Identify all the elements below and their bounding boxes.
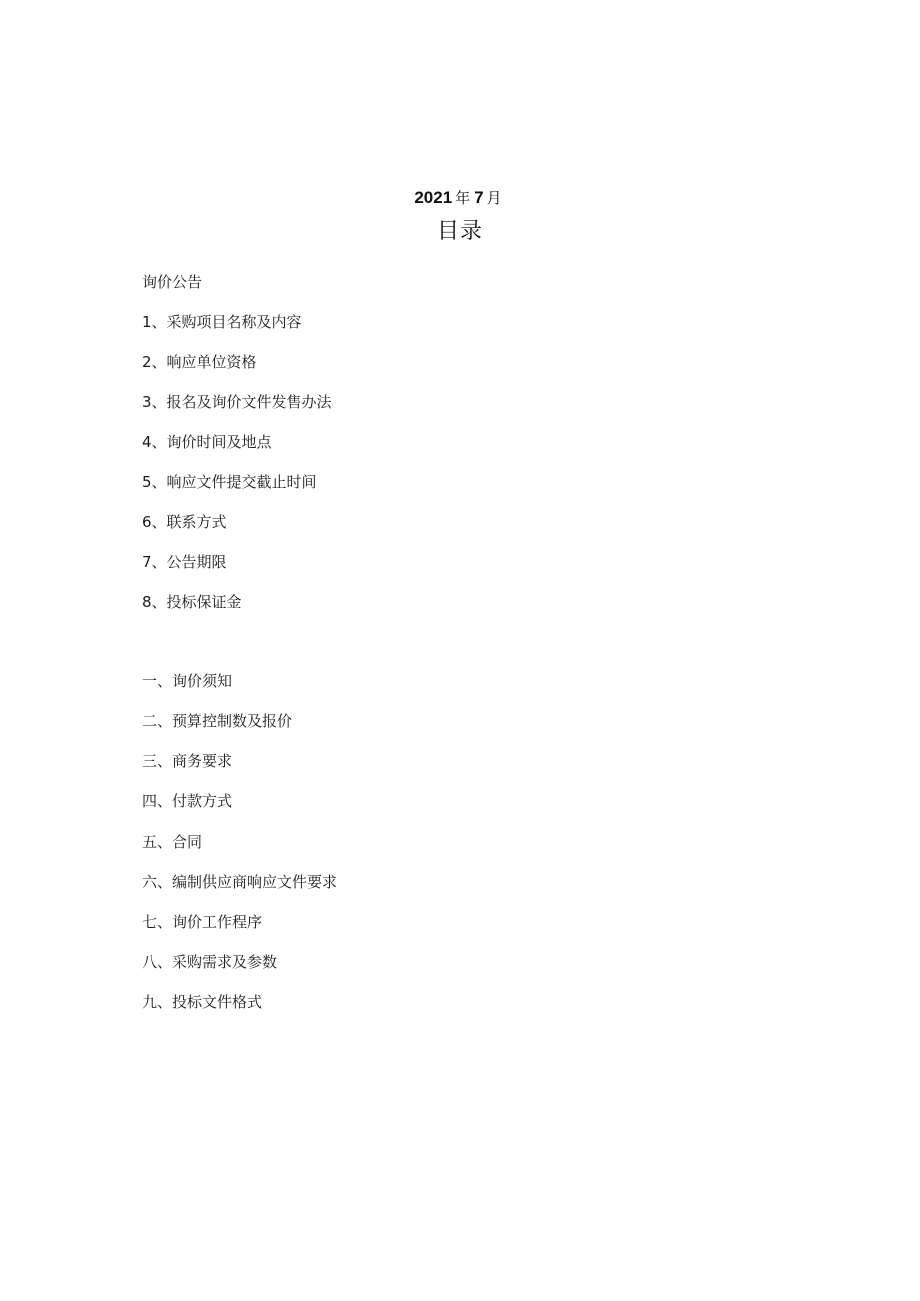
date-year: 2021 xyxy=(414,188,453,207)
toc-section-9: 九、投标文件格式 xyxy=(142,993,263,1011)
document-date xyxy=(0,186,920,210)
toc-section-3: 三、商务要求 xyxy=(142,752,233,770)
toc-item-announcement-4: 4、询价时间及地点 xyxy=(142,433,272,451)
toc-item-announcement-6: 6、联系方式 xyxy=(142,513,227,531)
toc-section-4: 四、付款方式 xyxy=(142,792,233,810)
toc-section-7: 七、询价工作程序 xyxy=(142,913,263,931)
toc-item-announcement-1: 1、采购项目名称及内容 xyxy=(142,313,302,331)
toc-title: 目录 xyxy=(436,219,483,244)
toc-item-announcement: 询价公告 xyxy=(142,273,203,291)
toc-item-announcement-2: 2、响应单位资格 xyxy=(142,353,257,371)
toc-item-announcement-5: 5、响应文件提交截止时间 xyxy=(142,473,317,491)
toc-item-announcement-3: 3、报名及询价文件发售办法 xyxy=(142,393,332,411)
date-month-unit: 月 xyxy=(486,189,502,207)
date-month: 7 xyxy=(474,188,484,207)
date-year-unit: 年 xyxy=(455,189,471,207)
toc-section-1: 一、询价须知 xyxy=(142,672,233,690)
toc-section-2: 二、预算控制数及报价 xyxy=(142,712,293,730)
toc-item-announcement-7: 7、公告期限 xyxy=(142,553,227,571)
toc-section-8: 八、采购需求及参数 xyxy=(142,953,278,971)
toc-item-announcement-8: 8、投标保证金 xyxy=(142,593,242,611)
toc-section-5: 五、合同 xyxy=(142,833,203,851)
toc-section-6: 六、编制供应商响应文件要求 xyxy=(142,873,338,891)
